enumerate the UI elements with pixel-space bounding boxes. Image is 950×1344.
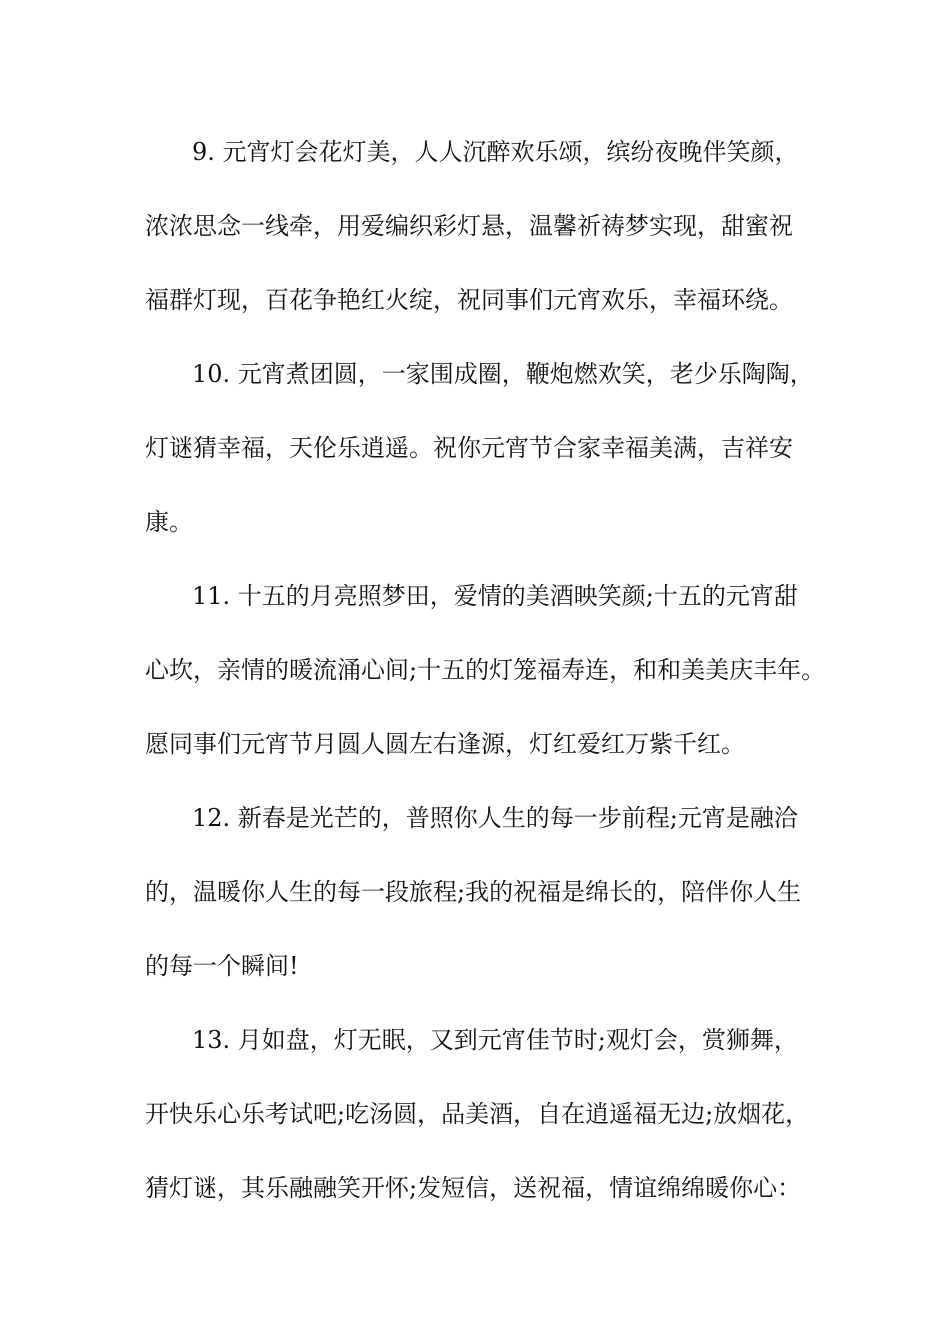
paragraph-13-line-3: 猜灯谜，其乐融融笑开怀;发短信，送祝福，情谊绵绵暖你心： <box>145 1174 802 1202</box>
paragraph-13-line-2: 开快乐心乐考试吧;吃汤圆，品美酒，自在逍遥福无边;放烟花， <box>145 1100 810 1128</box>
paragraph-11-line-2: 心坎，亲情的暖流涌心间;十五的灯笼福寿连，和和美美庆丰年。 <box>145 656 826 684</box>
paragraph-12-line-2: 的，温暖你人生的每一段旅程;我的祝福是绵长的，陪伴你人生 <box>145 878 802 906</box>
paragraph-12-line-1: 12. 新春是光芒的，普照你人生的每一步前程;元宵是融洽 <box>192 804 798 832</box>
paragraph-9-line-1: 9. 元宵灯会花灯美，人人沉醉欢乐颂，缤纷夜晚伴笑颜， <box>192 138 799 166</box>
paragraph-11-line-3: 愿同事们元宵节月圆人圆左右逢源，灯红爱红万紫千红。 <box>145 730 745 758</box>
paragraph-10-line-1: 10. 元宵煮团圆，一家围成圈，鞭炮燃欢笑，老少乐陶陶， <box>192 360 814 388</box>
paragraph-9-line-2: 浓浓思念一线牵，用爱编织彩灯悬，温馨祈祷梦实现，甜蜜祝 <box>145 212 793 240</box>
paragraph-12-line-3: 的每一个瞬间! <box>145 952 299 980</box>
paragraph-13-line-1: 13. 月如盘，灯无眠，又到元宵佳节时;观灯会，赏狮舞， <box>192 1026 798 1054</box>
paragraph-9-line-3: 福群灯现，百花争艳红火绽，祝同事们元宵欢乐，幸福环绕。 <box>145 286 793 314</box>
paragraph-10-line-3: 康。 <box>145 508 193 536</box>
paragraph-11-line-1: 11. 十五的月亮照梦田，爱情的美酒映笑颜;十五的元宵甜 <box>192 582 798 610</box>
paragraph-10-line-2: 灯谜猜幸福，天伦乐逍遥。祝你元宵节合家幸福美满，吉祥安 <box>145 434 793 462</box>
